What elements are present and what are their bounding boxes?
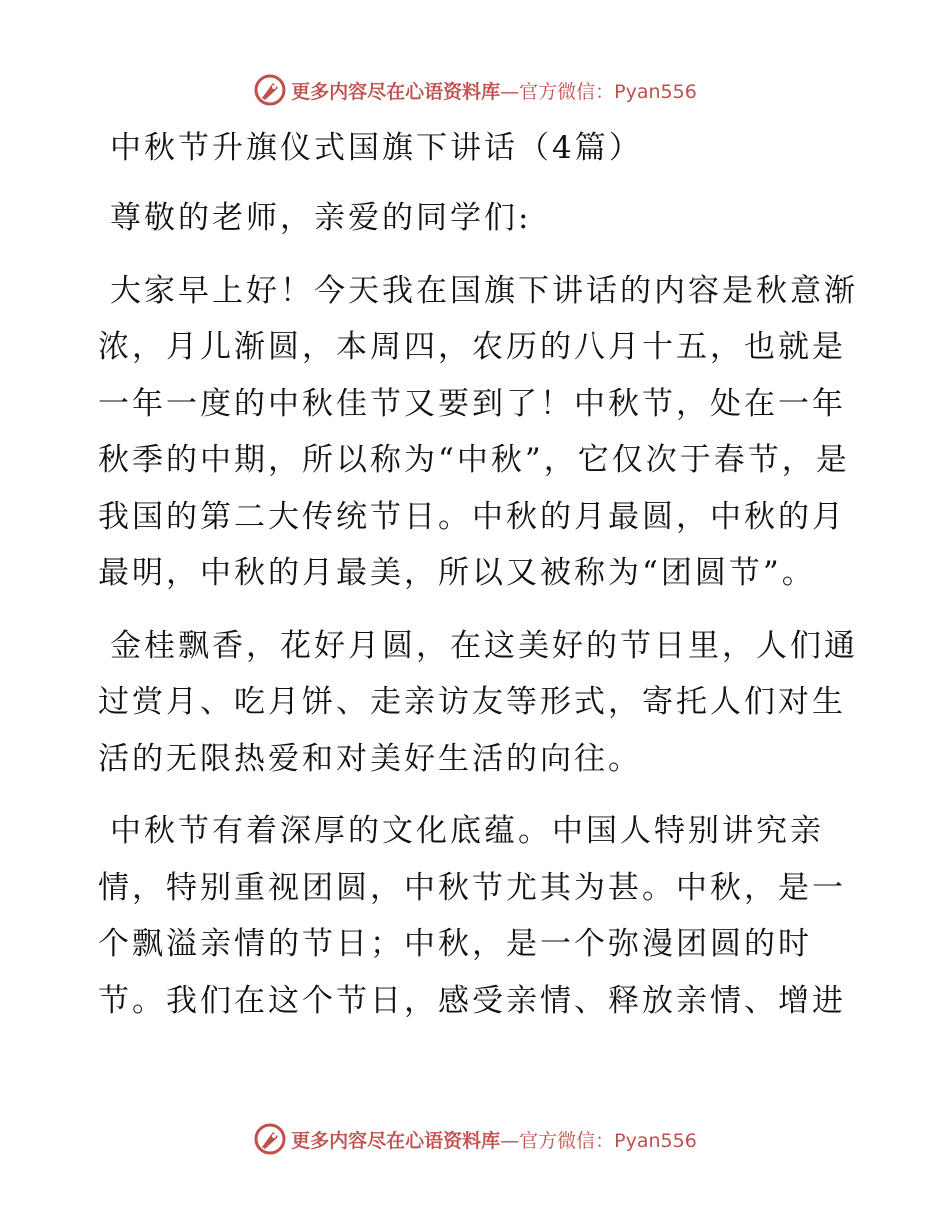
- paragraph-3: 中秋节有着深厚的文化底蕴。中国人特别讲究亲情，特别重视团圆，中秋节尤其为甚。中秋，是一个飘溢亲情的节日；中秋，是一个弥漫团圆的时节。我们在这个节日，感受亲情、释放亲情、增进: [98, 813, 846, 1019]
- paragraph-2: 金桂飘香，花好月圆，在这美好的节日里，人们通过赏月、吃月饼、走亲访友等形式，寄托人们对生活的无限热爱和对美好生活的向往。: [98, 627, 858, 777]
- footer-banner-main: 更多内容尽在心语资料库: [291, 1129, 501, 1152]
- footer-banner-sub: —官方微信：Pyan556: [500, 1129, 697, 1152]
- header-banner: [0, 70, 950, 110]
- pen-nib-logo-icon: [253, 73, 287, 107]
- salutation: 尊敬的老师，亲爱的同学们:: [110, 200, 532, 236]
- footer-banner: [0, 1119, 950, 1159]
- header-banner-main: 更多内容尽在心语资料库: [291, 80, 501, 103]
- document-body: [98, 122, 858, 1029]
- paragraph-1: 大家早上好！今天我在国旗下讲话的内容是秋意渐浓，月儿渐圆，本周四，农历的八月十五，也就是一年一度的中秋佳节又要到了！中秋节，处在一年秋季的中期，所以称为“中秋”，它仅次于春节，是我国的第二大传统节日。中秋的月最圆，中秋的月最明，中秋的月最美，所以又被称为“团圆节”。: [98, 272, 858, 591]
- pen-nib-logo-icon: [253, 1122, 287, 1156]
- document-title: 中秋节升旗仪式国旗下讲话（4篇）: [110, 130, 643, 166]
- header-banner-sub: —官方微信：Pyan556: [500, 80, 697, 103]
